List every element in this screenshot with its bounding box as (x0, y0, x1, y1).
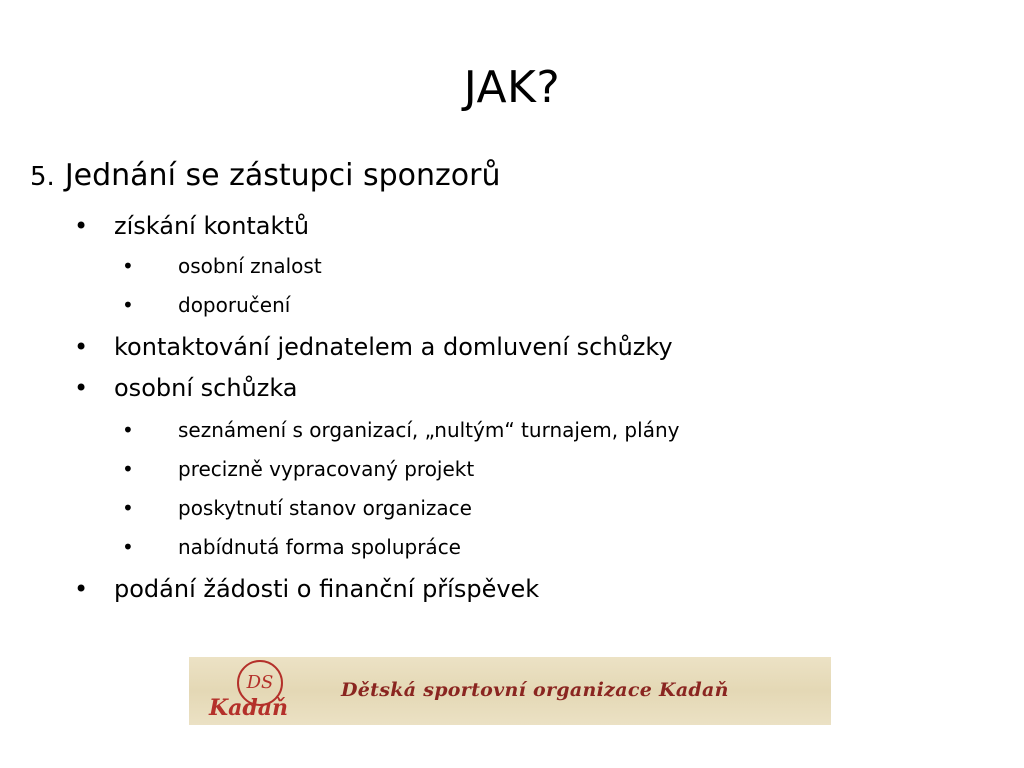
logo-word: Kadaň (209, 695, 289, 721)
bullet-icon: • (74, 333, 89, 361)
bullet-icon: • (122, 293, 134, 317)
sub-list-item-text: precizně vypracovaný projekt (178, 457, 475, 481)
bullet-icon: • (74, 212, 89, 240)
bullet-icon: • (74, 575, 89, 603)
sub-list-item-text: poskytnutí stanov organizace (178, 496, 472, 520)
bullet-icon: • (122, 418, 134, 442)
sub-list-item-text: osobní znalost (178, 254, 322, 278)
bullet-icon: • (122, 535, 134, 559)
sub-list-item-text: nabídnutá forma spolupráce (178, 535, 461, 559)
bullet-icon: • (122, 254, 134, 278)
sub-list-item-text: seznámení s organizací, „nultým“ turnajem, plány (178, 418, 680, 442)
list-item-text: získání kontaktů (114, 212, 310, 240)
list-item-text: podání žádosti o finanční příspěvek (114, 575, 540, 603)
organization-name: Dětská sportovní organizace Kadaň (341, 679, 729, 701)
list-item-text: osobní schůzka (114, 374, 298, 402)
organization-banner (189, 657, 831, 725)
section-heading (30, 148, 501, 205)
section-number: 5. (30, 162, 55, 192)
bullet-icon: • (122, 457, 134, 481)
list-item-text: kontaktování jednatelem a domluvení schůzky (114, 333, 673, 361)
sub-list-item-text: doporučení (178, 293, 291, 317)
logo-letters: DS (246, 672, 274, 693)
bullet-icon: • (74, 374, 89, 402)
bullet-icon: • (122, 496, 134, 520)
slide-title: JAK? (463, 62, 561, 113)
section-heading-text: Jednání se zástupci sponzorů (64, 158, 501, 193)
